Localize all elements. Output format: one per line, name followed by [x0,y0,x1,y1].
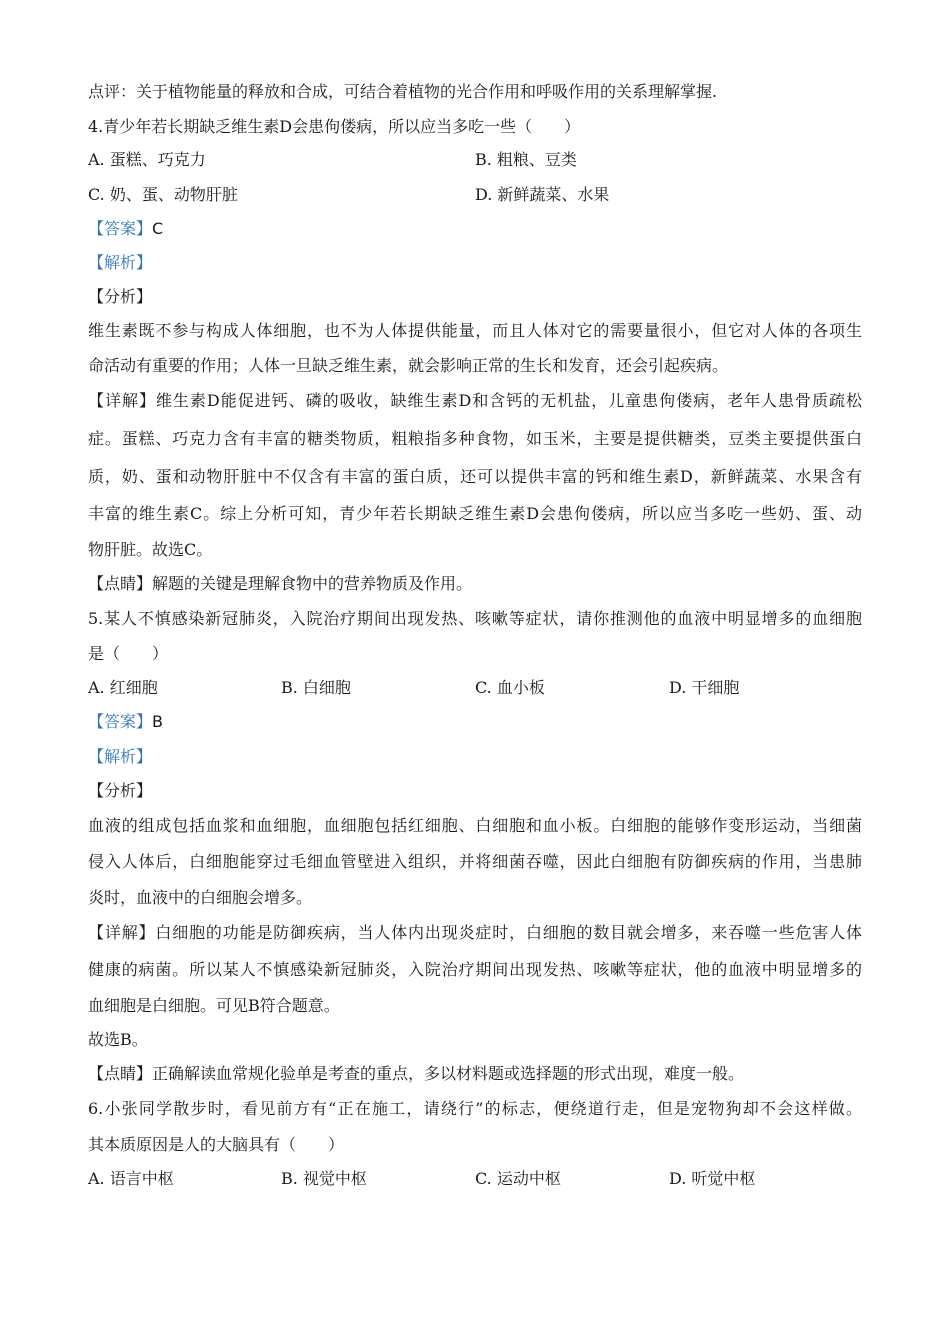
q4-jiexi-tag: 【解析】 [88,253,153,272]
q5-option-c: C. 血小板 [475,678,545,697]
q5-option-b: B. 白细胞 [281,678,351,697]
q6-stem-line-1: 6.小张同学散步时，看见前方有“正在施工，请绕行”的标志，便绕道行走，但是宠物狗却不会这样做。 [88,1099,862,1118]
q5-fenxi-tag: 【分析】 [88,781,153,800]
q4-answer-tag: 【答案】 [88,219,153,238]
q5-detail-line-2: 健康的病菌。所以某人不慎感染新冠肺炎，入院治疗期间出现发热、咳嗽等症状，他的血液中明显增多的 [88,960,862,979]
q5-answer-tag: 【答案】 [88,712,153,731]
q5-fenxi-line-1: 血液的组成包括血浆和血细胞，血细胞包括红细胞、白细胞和血小板。白细胞的能够作变形运动，当细菌 [88,816,862,835]
q4-comment: 【点睛】解题的关键是理解食物中的营养物质及作用。 [88,574,473,593]
q6-option-c: C. 运动中枢 [475,1169,561,1188]
q5-fenxi-line-2: 侵入人体后，白细胞能穿过毛细血管壁进入组织，并将细菌吞噬，因此白细胞有防御疾病的作用，当患肺 [88,852,862,871]
q4-fenxi-line-2: 命活动有重要的作用；人体一旦缺乏维生素，就会影响正常的生长和发育，还会引起疾病。 [88,356,729,375]
q6-stem-line-2: 其本质原因是人的大脑具有（ ） [88,1135,345,1154]
q4-option-d: D. 新鲜蔬菜、水果 [475,185,610,204]
q5-stem-line-1: 5.某人不慎感染新冠肺炎，入院治疗期间出现发热、咳嗽等症状，请你推测他的血液中明显增多的血细胞 [88,609,862,628]
q5-detail-line-4: 故选B。 [88,1030,148,1049]
q5-detail-line-3: 血细胞是白细胞。可见B符合题意。 [88,996,340,1015]
q5-comment: 【点睛】正确解读血常规化验单是考查的重点，多以材料题或选择题的形式出现，难度一般。 [88,1064,745,1083]
q4-answer-value: C [152,219,164,238]
q4-answer [88,218,862,240]
q4-detail-line-5: 物肝脏。故选C。 [88,540,213,559]
review-note: 点评：关于植物能量的释放和合成，可结合着植物的光合作用和呼吸作用的关系理解掌握. [88,82,718,101]
q5-option-a: A. 红细胞 [88,678,158,697]
q4-detail-line-4: 丰富的维生素C。综上分析可知，青少年若长期缺乏维生素D会患佝偻病，所以应当多吃一些奶、蛋、动 [88,504,862,523]
q4-fenxi-line-1: 维生素既不参与构成人体细胞，也不为人体提供能量，而且人体对它的需要量很小，但它对人体的各项生 [88,321,862,340]
q4-detail-line-2: 症。蛋糕、巧克力含有丰富的糖类物质，粗粮指多种食物，如玉米，主要是提供糖类，豆类主要提供蛋白 [88,429,862,448]
q5-detail-line-1: 【详解】白细胞的功能是防御疾病，当人体内出现炎症时，白细胞的数目就会增多，来吞噬一些危害人体 [88,923,862,942]
q5-jiexi-tag: 【解析】 [88,747,153,766]
q4-option-b: B. 粗粮、豆类 [475,150,577,169]
q5-answer [88,711,862,733]
q6-option-b: B. 视觉中枢 [281,1169,367,1188]
q5-option-d: D. 干细胞 [669,678,740,697]
q4-fenxi-tag: 【分析】 [88,287,153,306]
q5-answer-value: B [152,712,163,731]
q4-stem: 4.青少年若长期缺乏维生素D会患佝偻病，所以应当多吃一些（ ） [88,117,581,136]
q4-option-a: A. 蛋糕、巧克力 [88,150,206,169]
q6-option-a: A. 语言中枢 [88,1169,174,1188]
q6-option-d: D. 听觉中枢 [669,1169,756,1188]
q4-detail-line-3: 质，奶、蛋和动物肝脏中不仅含有丰富的蛋白质，还可以提供丰富的钙和维生素D，新鲜蔬菜、水果含有 [88,467,862,486]
q4-detail-line-1: 【详解】维生素D能促进钙、磷的吸收，缺维生素D和含钙的无机盐，儿童患佝偻病，老年人患骨质疏松 [88,391,862,410]
q5-stem-line-2: 是（ ） [88,644,169,663]
q4-option-c: C. 奶、蛋、动物肝脏 [88,185,238,204]
q5-fenxi-line-3: 炎时，血液中的白细胞会增多。 [88,888,313,907]
